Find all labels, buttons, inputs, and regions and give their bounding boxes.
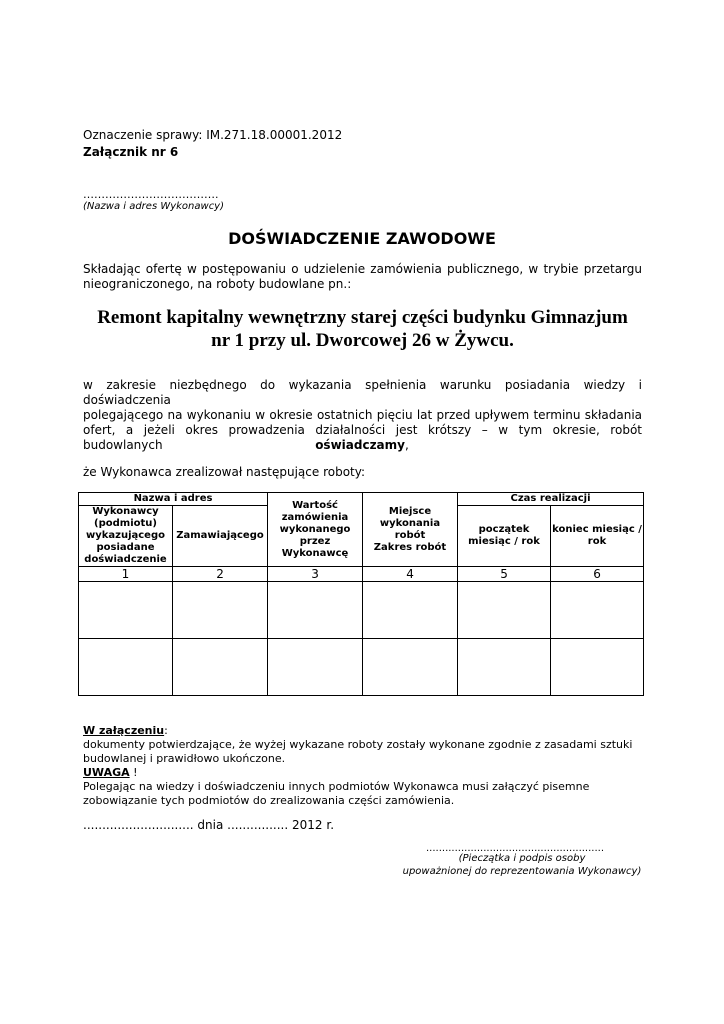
table-cell[interactable] (268, 639, 363, 696)
header-value: Wartość zamówienia wykonanego przez Wykonawcę (268, 493, 363, 567)
contractor-name-placeholder: ………………………………. (83, 188, 219, 201)
warning-mark: ! (129, 766, 138, 779)
header-contractor: Wykonawcy (podmiotu) wykazującego posiadane doświadczenie (79, 506, 173, 567)
attachments-colon: : (164, 724, 168, 737)
table-number-row (79, 567, 644, 582)
header-time: Czas realizacji (458, 493, 644, 506)
scope-line: budowlanych (83, 438, 163, 452)
project-title-line: Remont kapitalny wewnętrzny starej części budynku Gimnazjum (97, 307, 628, 328)
column-number: 6 (551, 567, 644, 582)
declaration-word: oświadczamy (315, 438, 405, 452)
warning-label: UWAGA (83, 766, 130, 779)
table-cell[interactable] (79, 582, 173, 639)
declaration (0, 438, 724, 452)
header-client: Zamawiającego (173, 506, 268, 567)
table-cell[interactable] (458, 639, 551, 696)
signature-label: upoważnionej do reprezentowania Wykonawcy) (402, 866, 642, 877)
header-place: Miejsce wykonania robót (379, 505, 441, 541)
table-cell[interactable] (173, 639, 268, 696)
table-cell[interactable] (268, 582, 363, 639)
column-number: 4 (363, 567, 458, 582)
table-cell[interactable] (363, 639, 458, 696)
place-date-line: ............................. dnia ................ 2012 r. (83, 818, 335, 832)
header-scope: Zakres robót (373, 541, 447, 553)
table-cell[interactable] (173, 582, 268, 639)
warning-line (83, 766, 642, 780)
case-number: IM.271.18.00001.2012 (206, 128, 343, 142)
attachments-heading: W załączeniu (83, 724, 165, 737)
scope-line: w zakresie niezbędnego do wykazania spełnienia warunku posiadania wiedzy i doświadczenia (83, 378, 642, 407)
column-number: 2 (173, 567, 268, 582)
annex-number: Załącznik nr 6 (83, 145, 179, 159)
signature-label: (Pieczątka i podpis osoby (458, 853, 586, 864)
case-reference (83, 128, 342, 142)
intro-line: nieograniczonego, na roboty budowlane pn.: (83, 277, 352, 291)
scope-line: ofert, a jeżeli okres prowadzenia działalności jest krótszy – w tym okresie, robót (83, 423, 642, 437)
table-cell[interactable] (79, 639, 173, 696)
project-title (83, 306, 642, 352)
case-reference-label: Oznaczenie sprawy: (83, 128, 207, 142)
table-cell[interactable] (551, 639, 644, 696)
header-name-address: Nazwa i adres (79, 493, 268, 506)
attachments-line: dokumenty potwierdzające, że wyżej wykazane roboty zostały wykonane zgodnie z zasadami sztuki (83, 738, 633, 751)
declaration-comma: , (404, 438, 409, 452)
table-row (79, 582, 644, 639)
attachments-line: zobowiązanie tych podmiotów do zrealizowania części zamówienia. (83, 794, 455, 807)
scope-line: polegającego na wykonaniu w okresie ostatnich pięciu lat przed upływem terminu składania (83, 408, 642, 422)
header-start: początek miesiąc / rok (458, 506, 551, 567)
attachments-line: Polegając na wiedzy i doświadczeniu innych podmiotów Wykonawca musi załączyć pisemne (83, 780, 590, 793)
attachments-heading-line (83, 724, 642, 738)
table-cell[interactable] (363, 582, 458, 639)
column-number: 5 (458, 567, 551, 582)
column-number: 3 (268, 567, 363, 582)
table-cell[interactable] (551, 582, 644, 639)
works-table (78, 492, 644, 696)
contractor-name-label: (Nazwa i adres Wykonawcy) (83, 201, 225, 212)
intro-paragraph (83, 262, 642, 292)
document-title: DOŚWIADCZENIE ZAWODOWE (228, 229, 496, 248)
signature-line: ........................................................ (426, 843, 605, 854)
intro-line: Składając ofertę w postępowaniu o udzielenie zamówienia publicznego, w trybie przetargu (83, 262, 642, 276)
table-row (79, 639, 644, 696)
project-title-line: nr 1 przy ul. Dworcowej 26 w Żywcu. (211, 330, 514, 351)
attachments-section (83, 724, 642, 808)
table-header-row (79, 493, 644, 506)
attachments-line: budowlanej i prawidłowo ukończone. (83, 752, 286, 765)
header-end: koniec miesiąc / rok (551, 506, 644, 567)
header-place-scope (363, 493, 458, 567)
column-number: 1 (79, 567, 173, 582)
table-cell[interactable] (458, 582, 551, 639)
works-intro: że Wykonawca zrealizował następujące roboty: (83, 465, 366, 479)
